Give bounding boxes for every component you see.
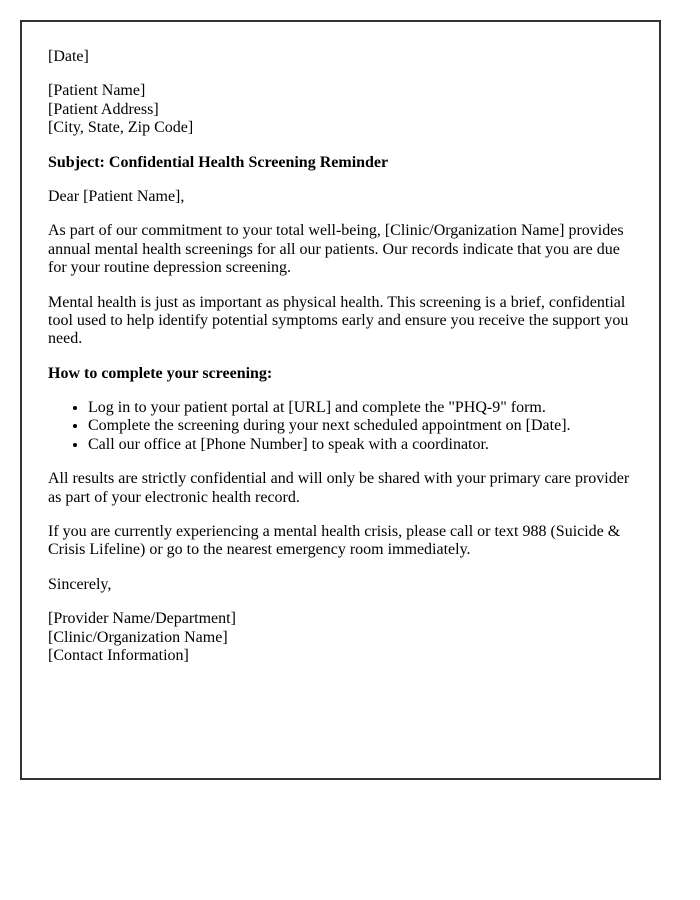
- intro-paragraph: As part of our commitment to your total well-being, [Clinic/Organization Name] provides annual mental health screenings for all our patients. Our records indicate that you are due for your routine depression screening.: [48, 222, 624, 277]
- list-item-call-office: • Call our office at [Phone Number] to speak with a coordinator.: [88, 436, 633, 454]
- screening-options-list: [48, 399, 633, 454]
- confidentiality-paragraph: All results are strictly confidential and will only be shared with your primary care provider as part of your electronic health record.: [48, 470, 630, 506]
- closing-line: Sincerely,: [48, 575, 112, 593]
- list-item-portal: • Log in to your patient portal at [URL] and complete the "PHQ-9" form.: [88, 399, 633, 417]
- signature-contact: [Contact Information]: [48, 646, 189, 664]
- list-item-appointment: • Complete the screening during your next scheduled appointment on [Date].: [88, 417, 633, 435]
- how-to-heading: How to complete your screening:: [48, 364, 273, 382]
- recipient-name: [Patient Name]: [48, 82, 146, 100]
- date-line: [Date]: [48, 48, 89, 65]
- recipient-block: [48, 82, 633, 137]
- subject-line: Subject: Confidential Health Screening Reminder: [48, 153, 389, 171]
- salutation: Dear [Patient Name],: [48, 187, 185, 205]
- crisis-paragraph: If you are currently experiencing a mental health crisis, please call or text 988 (Suicide & Crisis Lifeline) or go to the nearest emergency room immediately.: [48, 523, 621, 559]
- letter-container: [20, 20, 661, 780]
- recipient-address: [Patient Address]: [48, 100, 159, 118]
- importance-paragraph: Mental health is just as important as physical health. This screening is a brief, confidential tool used to help identify potential symptoms early and ensure you receive the support you need.: [48, 293, 629, 348]
- signature-provider: [Provider Name/Department]: [48, 610, 236, 628]
- signature-block: [48, 610, 633, 665]
- signature-clinic: [Clinic/Organization Name]: [48, 628, 228, 646]
- recipient-city-state-zip: [City, State, Zip Code]: [48, 119, 194, 137]
